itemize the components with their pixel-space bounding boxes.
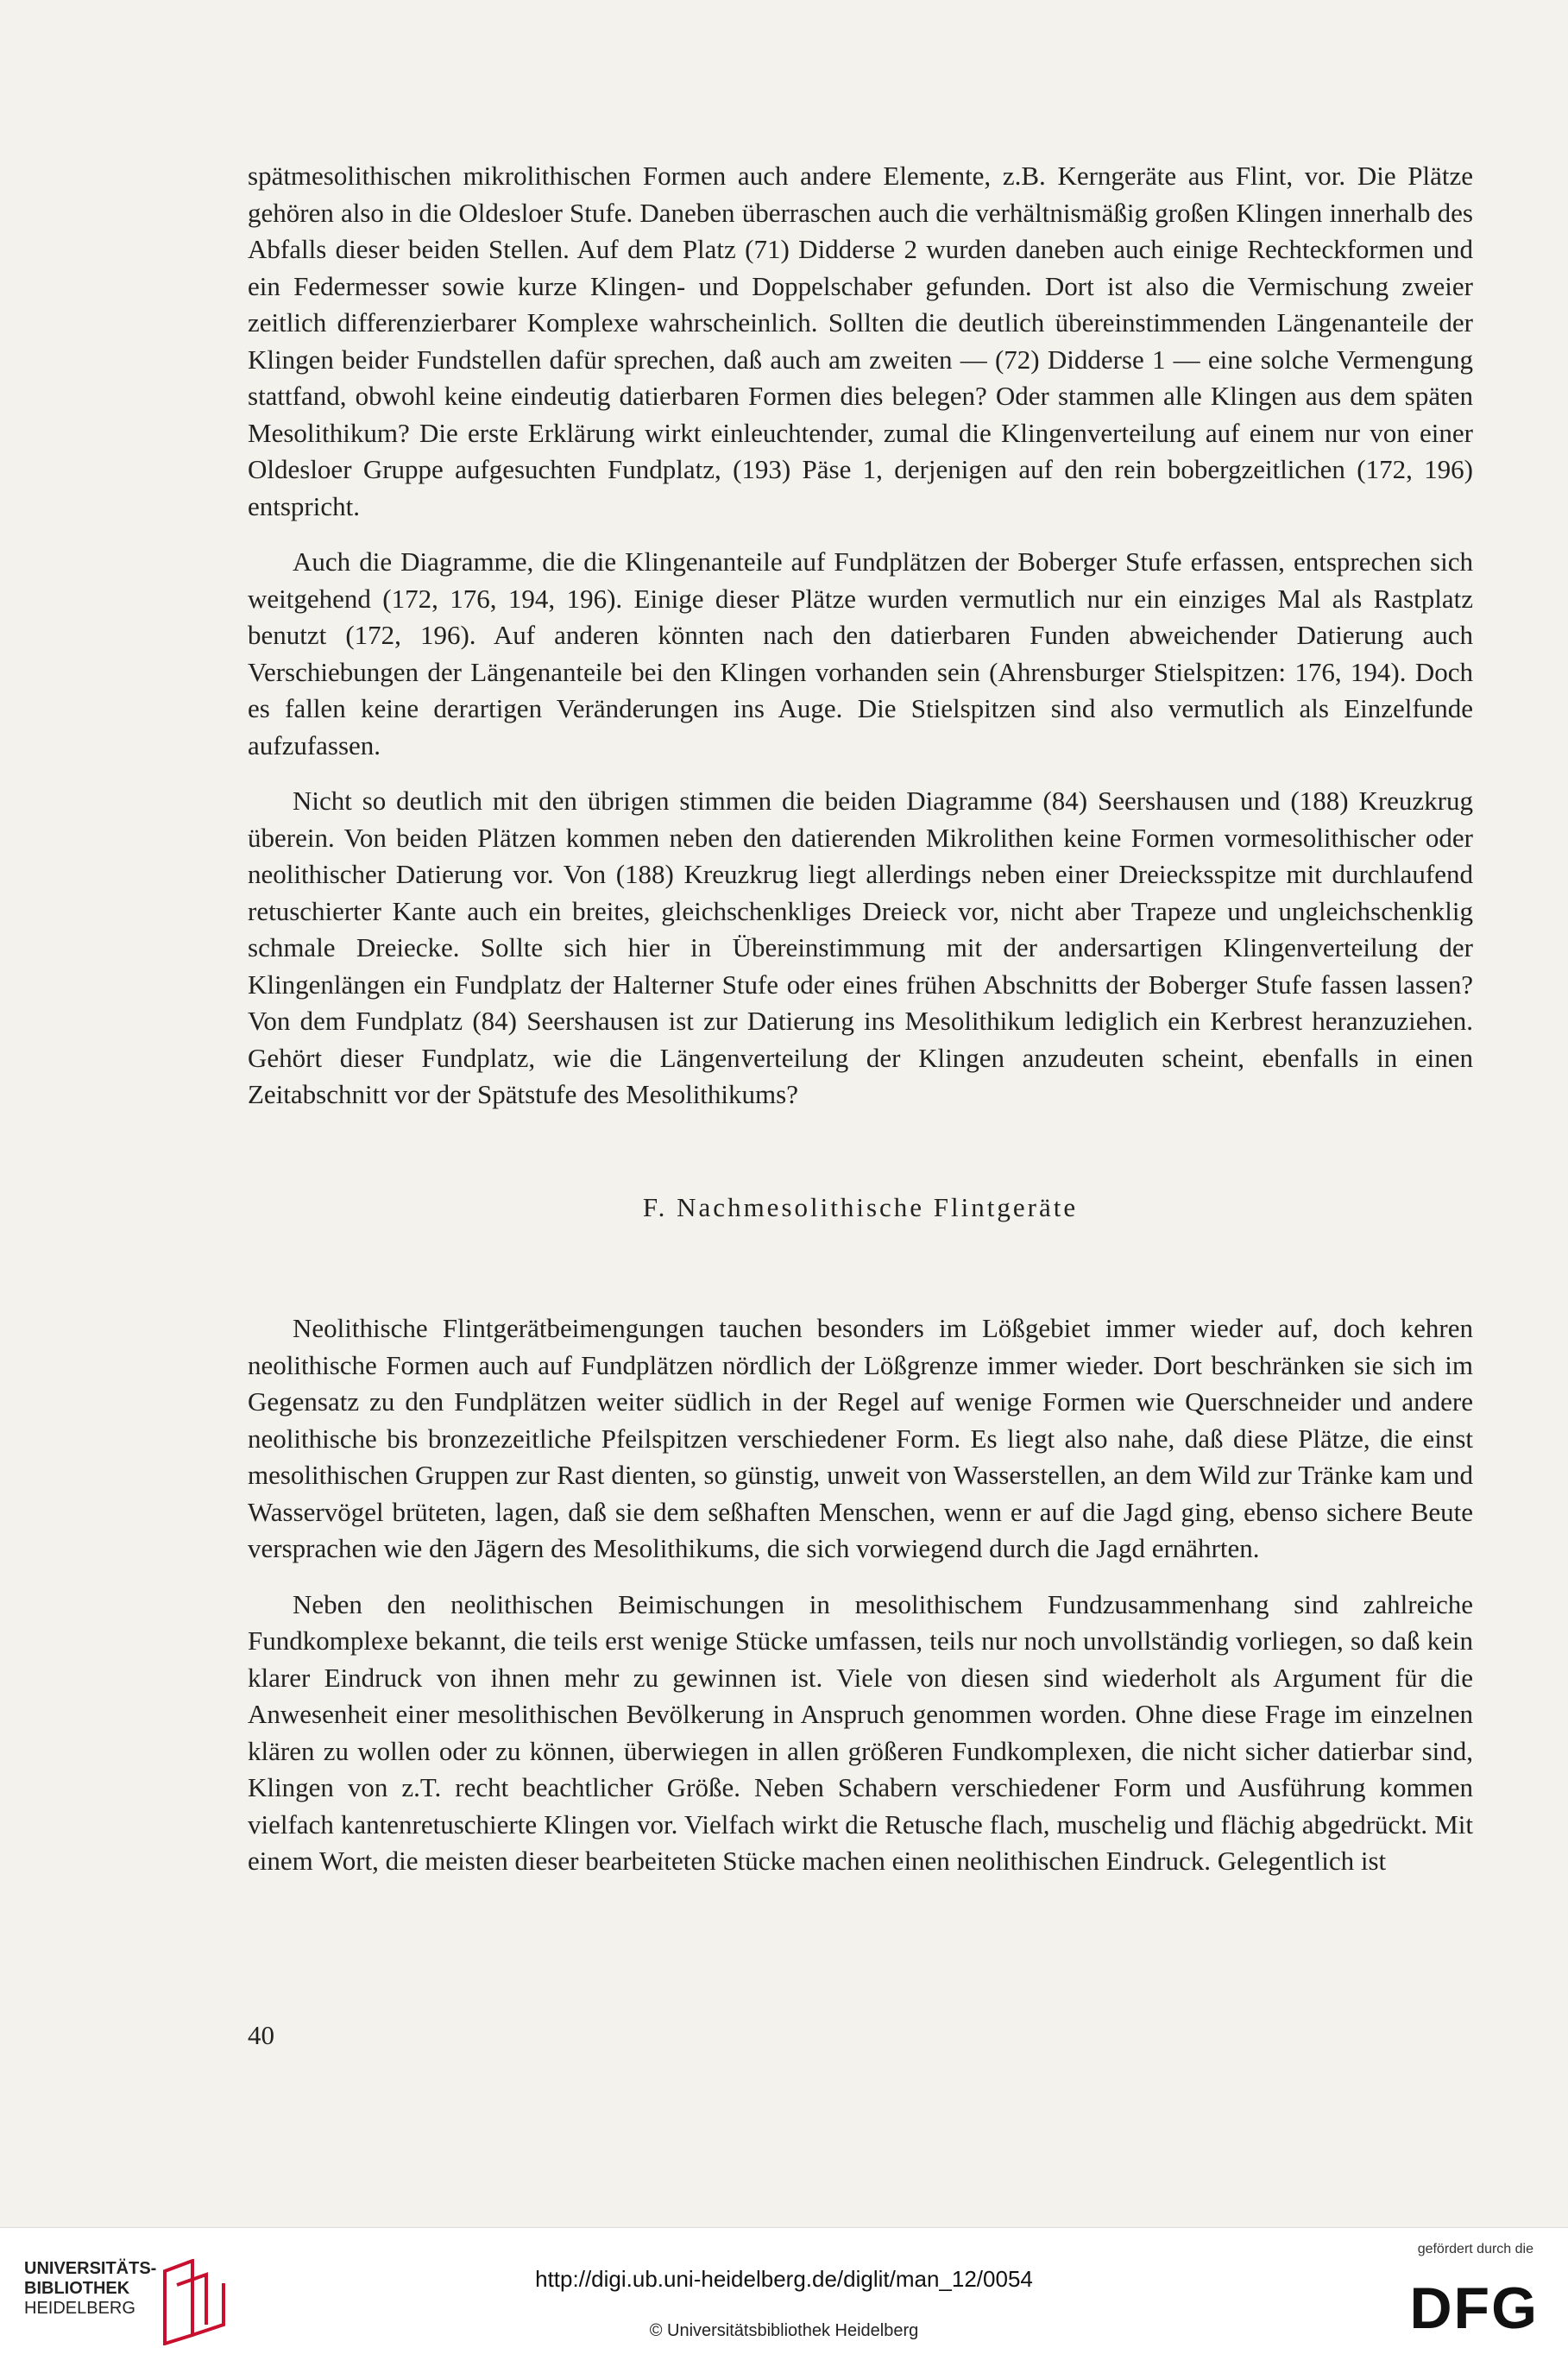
- library-line-3: HEIDELBERG: [24, 2299, 135, 2318]
- funding-text: gefördert durch die: [1417, 2242, 1533, 2256]
- library-line-1: UNIVERSITÄTS-: [24, 2259, 157, 2278]
- page-number: 40: [248, 2020, 274, 2050]
- section-heading: F. Nachmesolithische Flintgeräte: [642, 1191, 1079, 1222]
- library-line-2: BIBLIOTHEK: [24, 2279, 130, 2298]
- paragraph-5: Neben den neolithischen Beimischungen in mesolithischem Fundzusammenhang sind zahlreiche Fundkomplexe bekannt, die teils erst wenige Stücke umfassen, teils nur noch unvollständig vorliegen, so daß kein klarer Eindruck von ihnen mehr zu gewinnen ist. Viele von diesen sind wiederholt als Argument für die Anwesenheit einer mesolithischen Bevölkerung in Anspruch genommen worden. Ohne diese Frage im einzelnen klären zu wollen oder zu können, überwiegen in allen größeren Fundkomplexen, die nicht sicher datierbar sind, Klingen von z.T. recht beachtlicher Größe. Neben Schabern verschiedener Form und Ausführung kommen vielfach kantenretuschierte Klingen vor. Vielfach wirkt die Retusche flach, muschelig und flächig abgedrückt. Mit einem Wort, die meisten dieser bearbeiteten Stücke machen einen neolithischen Eindruck. Gelegentlich ist: [248, 1588, 1473, 1876]
- paragraph-2: Auch die Diagramme, die die Klingenanteile auf Fundplätzen der Boberger Stufe erfassen, entsprechen sich weitgehend (172, 176, 194, 196). Einige dieser Plätze wurden vermutlich nur ein einziges Mal als Rastplatz benutzt (172, 196). Auf anderen könnten nach den datierbaren Funden abweichender Datierung auch Verschiebungen der Längenanteile bei den Klingen vorhanden sein (Ahrensburger Stielspitzen: 176, 194). Doch es fallen keine derartigen Veränderungen ins Auge. Die Stielspitzen sind also vermutlich als Einzelfunde aufzufassen.: [248, 546, 1473, 760]
- body-text: [248, 158, 1473, 1899]
- paragraph-3: Nicht so deutlich mit den übrigen stimmen die beiden Diagramme (84) Seershausen und (188) Kreuzkrug überein. Von beiden Plätzen kommen neben den datierenden Mikrolithen keine Formen vormesolithischer oder neolithischer Datierung vor. Von (188) Kreuzkrug liegt allerdings neben einer Dreiecksspitze mit durchlaufend retuschierter Kante auch ein breites, gleichschenkliges Dreieck vor, nicht aber Trapeze und ungleichschenklig schmale Dreiecke. Sollte sich hier in Übereinstimmung mit der andersartigen Klingenverteilung der Klingenlängen ein Fundplatz der Halterner Stufe oder eines frühen Abschnitts der Boberger Stufe fassen lassen? Von dem Fundplatz (84) Seershausen ist zur Datierung ins Mesolithikum lediglich ein Kerbrest heranzuziehen. Gehört dieser Fundplatz, wie die Längenverteilung der Klingen anzudeuten scheint, ebenfalls in einen Zeitabschnitt vor der Spätstufe des Mesolithikums?: [248, 786, 1473, 1109]
- paragraph-4: Neolithische Flintgerätbeimengungen tauchen besonders im Lößgebiet immer wieder auf, doch kehren neolithische Formen auch auf Fundplätzen nördlich der Lößgrenze immer wieder. Dort beschränken sie sich im Gegensatz zu den Fundplätzen weiter südlich in der Regel auf wenige Formen wie Querschneider und andere neolithische bis bronzezeitliche Pfeilspitzen verschiedener Form. Es liegt also nahe, daß diese Plätze, die einst mesolithischen Gruppen zur Rast dienten, so günstig, unweit von Wasserstellen, an dem Wild zur Tränke kam und Wasservögel brüteten, lagen, daß sie dem seßhaften Menschen, wenn er auf die Jagd ging, ebenso sichere Beute versprachen wie den Jägern des Mesolithikums, die sich vorwiegend durch die Jagd ernährten.: [248, 1313, 1473, 1563]
- footer: [0, 2227, 1568, 2373]
- page-url-link[interactable]: http://digi.ub.uni-heidelberg.de/diglit/man_12/0054: [535, 2266, 1033, 2292]
- copyright-text: © Universitätsbibliothek Heidelberg: [649, 2321, 919, 2340]
- dfg-logo: DFG: [1409, 2275, 1539, 2341]
- paragraph-1: spätmesolithischen mikrolithischen Formen auch andere Elemente, z.B. Kerngeräte aus Flint, vor. Die Plätze gehören also in die Oldesloer Stufe. Daneben überraschen auch die verhältnismäßig großen Klingen innerhalb des Abfalls dieser beiden Stellen. Auf dem Platz (71) Didderse 2 wurden daneben auch einige Rechteckformen und ein Federmesser sowie kurze Klingen- und Doppelschaber gefunden. Dort ist also die Vermischung zweier zeitlich differenzierbarer Komplexe wahrscheinlich. Sollten die deutlich übereinstimmenden Längenanteile der Klingen beider Fundstellen dafür sprechen, daß auch am zweiten — (72) Didderse 1 — eine solche Vermengung stattfand, obwohl keine eindeutig datierbaren Formen dies belegen? Oder stammen alle Klingen aus dem späten Mesolithikum? Die erste Erklärung wirkt einleuchtender, zumal die Klingenverteilung auf einem nur von einer Oldesloer Gruppe aufgesuchten Fundplatz, (193) Päse 1, derjenigen auf den rein bobergzeitlichen (172, 196) entspricht.: [248, 161, 1473, 521]
